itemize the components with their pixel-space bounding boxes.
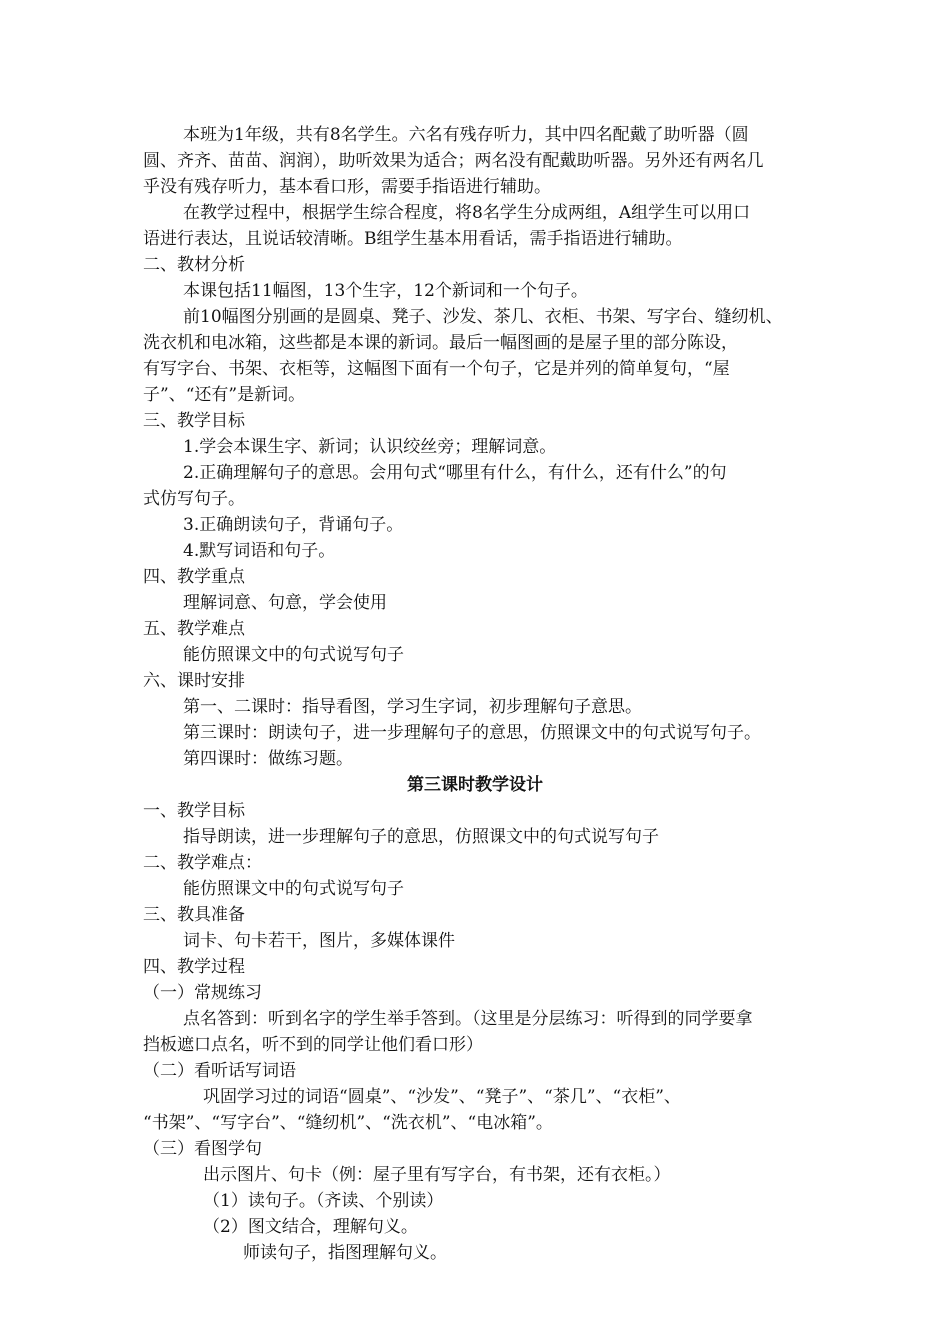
list-item: 3.正确朗读句子，背诵句子。 (183, 515, 404, 535)
paragraph-line: 乎没有残存听力，基本看口形，需要手指语进行辅助。 (143, 177, 551, 197)
paragraph-line: 圆、齐齐、苗苗、润润），助听效果为适合；两名没有配戴助听器。另外还有两名几 (143, 151, 764, 171)
list-item: 4.默写词语和句子。 (183, 541, 336, 561)
paragraph-line: 词卡、句卡若干，图片，多媒体课件 (183, 931, 455, 951)
list-item: （2）图文结合，理解句义。 (203, 1217, 418, 1237)
section-heading: 六、课时安排 (143, 671, 245, 691)
paragraph-line: 能仿照课文中的句式说写句子 (183, 645, 404, 665)
paragraph-line: 洗衣机和电冰箱，这些都是本课的新词。最后一幅图画的是屋子里的部分陈设， (143, 333, 738, 353)
page-title: 第三课时教学设计 (407, 775, 543, 795)
list-item: （1）读句子。（齐读、个别读） (203, 1191, 444, 1211)
list-item: 1.学会本课生字、新词；认识绞丝旁；理解词意。 (183, 437, 557, 457)
subsection-heading: （一）常规练习 (143, 983, 262, 1003)
paragraph-line: 第四课时：做练习题。 (183, 749, 353, 769)
section-heading: 三、教学目标 (143, 411, 245, 431)
paragraph-line: 有写字台、书架、衣柜等，这幅图下面有一个句子，它是并列的简单复句，“屋 (143, 359, 730, 379)
paragraph-line: 第一、二课时：指导看图，学习生字词，初步理解句子意思。 (183, 697, 642, 717)
paragraph-line: 能仿照课文中的句式说写句子 (183, 879, 404, 899)
paragraph-line: 指导朗读，进一步理解句子的意思，仿照课文中的句式说写句子 (183, 827, 659, 847)
section-heading: 三、教具准备 (143, 905, 245, 925)
paragraph-line: 本课包括11幅图，13个生字，12个新词和一个句子。 (183, 281, 588, 301)
paragraph-line: 本班为1年级，共有8名学生。六名有残存听力，其中四名配戴了助听器（圆 (183, 125, 749, 145)
section-heading: 一、教学目标 (143, 801, 245, 821)
paragraph-line: 巩固学习过的词语“圆桌”、“沙发”、“凳子”、“茶几”、“衣柜”、 (203, 1087, 681, 1107)
paragraph-line: 出示图片、句卡（例：屋子里有写字台，有书架，还有衣柜。） (203, 1165, 671, 1185)
paragraph-line: 语进行表达，且说话较清晰。B组学生基本用看话，需手指语进行辅助。 (143, 229, 683, 249)
paragraph-line: 子”、“还有”是新词。 (143, 385, 306, 405)
paragraph-line: 挡板遮口点名，听不到的同学让他们看口形） (143, 1035, 483, 1055)
list-item-continuation: 式仿写句子。 (143, 489, 245, 509)
paragraph-line: 点名答到：听到名字的学生举手答到。（这里是分层练习：听得到的同学要拿 (183, 1009, 753, 1029)
section-heading: 二、教学难点： (143, 853, 262, 873)
paragraph-line: “书架”、“写字台”、“缝纫机”、“洗衣机”、“电冰箱”。 (143, 1113, 553, 1133)
subsection-heading: （二）看听话写词语 (143, 1061, 296, 1081)
paragraph-line: 前10幅图分别画的是圆桌、凳子、沙发、茶几、衣柜、书架、写字台、缝纫机、 (183, 307, 783, 327)
list-item: 2.正确理解句子的意思。会用句式“哪里有什么，有什么，还有什么”的句 (183, 463, 727, 483)
paragraph-line: 师读句子，指图理解句义。 (243, 1243, 447, 1263)
section-heading: 二、教材分析 (143, 255, 245, 275)
paragraph-line: 理解词意、句意，学会使用 (183, 593, 387, 613)
paragraph-line: 在教学过程中，根据学生综合程度，将8名学生分成两组，A组学生可以用口 (183, 203, 751, 223)
section-heading: 四、教学过程 (143, 957, 245, 977)
subsection-heading: （三）看图学句 (143, 1139, 262, 1159)
section-heading: 五、教学难点 (143, 619, 245, 639)
section-heading: 四、教学重点 (143, 567, 245, 587)
paragraph-line: 第三课时：朗读句子，进一步理解句子的意思，仿照课文中的句式说写句子。 (183, 723, 761, 743)
